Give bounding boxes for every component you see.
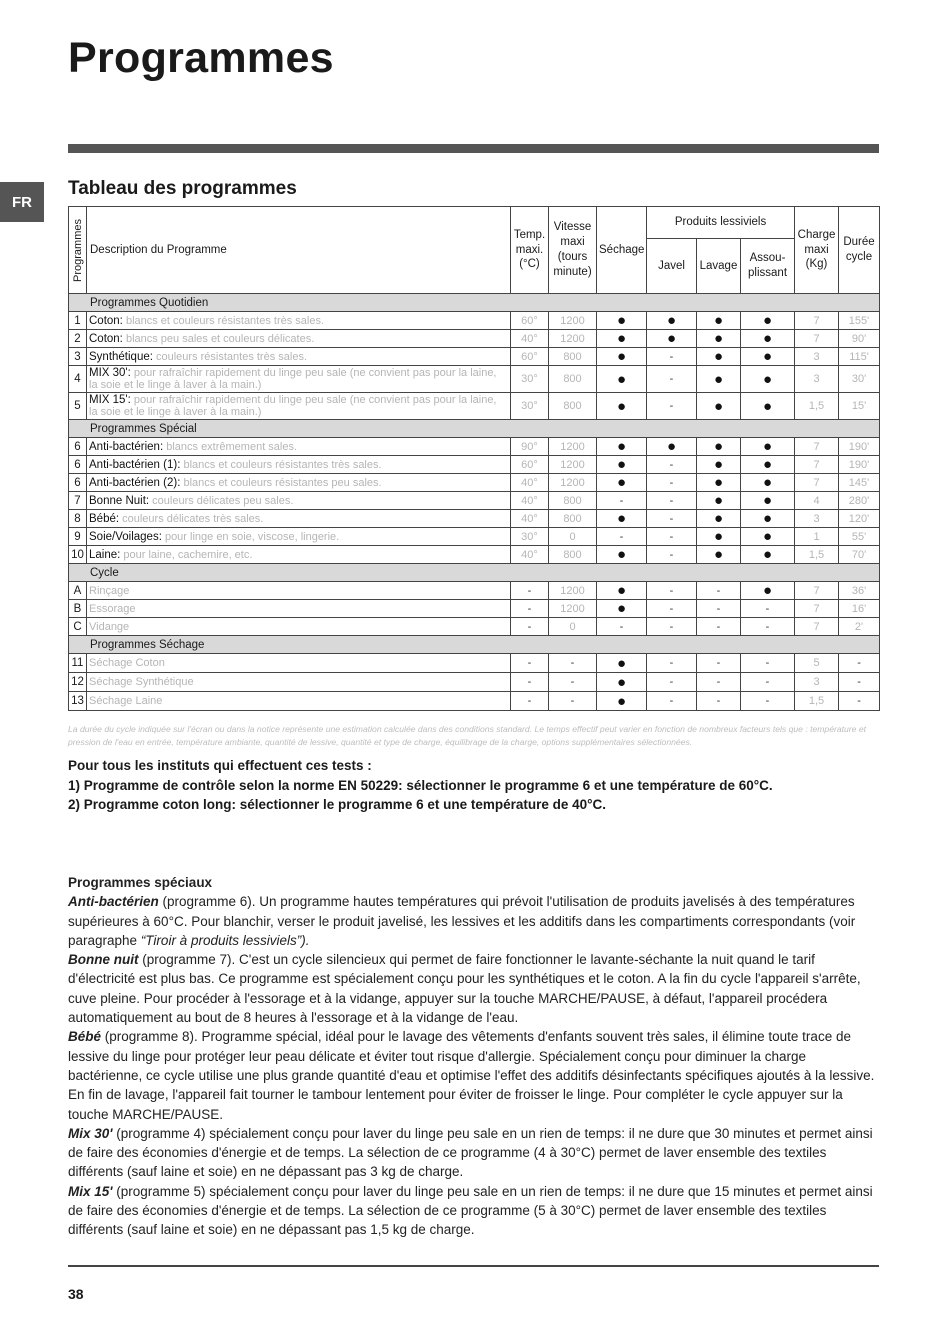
lavage-cell: ● xyxy=(697,474,741,492)
temp-cell: 40° xyxy=(511,492,549,510)
program-detail: pour laine, cachemire, etc. xyxy=(120,548,253,561)
program-detail: pour linge en soie, viscose, lingerie. xyxy=(161,530,340,543)
javel-cell: ● xyxy=(647,330,697,348)
sechage-cell: ● xyxy=(597,510,647,528)
sechage-cell: ● xyxy=(597,600,647,618)
temp-cell: - xyxy=(511,600,549,618)
assouplissant-cell: ● xyxy=(741,546,795,564)
program-number: 8 xyxy=(69,510,87,528)
assouplissant-cell: - xyxy=(741,673,795,692)
charge-cell: 1,5 xyxy=(795,546,839,564)
program-detail: pour rafraîchir rapidement du linge peu sale (ne convient pas pour la laine, la soie et le linge à laver à la main.) xyxy=(89,367,497,391)
program-detail: Vidange xyxy=(89,620,130,633)
duree-cell: 55' xyxy=(839,528,880,546)
sechage-cell: ● xyxy=(597,456,647,474)
temp-cell: 30° xyxy=(511,393,549,420)
temp-cell: - xyxy=(511,618,549,636)
charge-cell: 7 xyxy=(795,600,839,618)
assouplissant-cell: ● xyxy=(741,510,795,528)
table-row xyxy=(69,692,880,711)
duree-cell: - xyxy=(839,673,880,692)
program-detail: blancs et couleurs résistantes très sales. xyxy=(180,458,382,471)
header-description: Description du Programme xyxy=(87,207,511,294)
tests-line-2: 2) Programme coton long: sélectionner le programme 6 et une température de 40°C. xyxy=(68,797,607,812)
lavage-cell: ● xyxy=(697,438,741,456)
program-number: 13 xyxy=(69,692,87,711)
program-number: 7 xyxy=(69,492,87,510)
sechage-cell: ● xyxy=(597,348,647,366)
speed-cell: 1200 xyxy=(549,438,597,456)
temp-cell: 60° xyxy=(511,456,549,474)
temp-cell: - xyxy=(511,582,549,600)
group-header-row xyxy=(69,564,880,582)
javel-cell: ● xyxy=(647,438,697,456)
duree-cell: 145' xyxy=(839,474,880,492)
speed-cell: 800 xyxy=(549,393,597,420)
program-description xyxy=(87,600,511,618)
program-description xyxy=(87,692,511,711)
special-bonne-nuit: Bonne nuit (programme 7). C'est un cycle silencieux qui permet de faire fonctionner le lavante-séchante la nuit quand le tarif d'électricité est plus bas. Ce programme est spécialement conçu pour les synthétiques et le coton. A la fin du cycle l'appareil s'arrête, cuve pleine. Pour procéder à l'essorage et à la vidange, appuyer sur la touche MARCHE/PAUSE, à défaut, l'appareil procédera automatiquement au bout de 8 heures à l'essorage et à la vidange de l'eau. xyxy=(68,952,861,1026)
assouplissant-cell: ● xyxy=(741,528,795,546)
duree-cell: 90' xyxy=(839,330,880,348)
sechage-cell: - xyxy=(597,528,647,546)
speed-cell: 800 xyxy=(549,546,597,564)
lavage-cell: ● xyxy=(697,348,741,366)
special-mix-15: Mix 15' (programme 5) spécialement conçu pour laver du linge peu sale en un rien de temps: il ne dure que 15 minutes et permet ainsi de faire des économies d'énergie et de temps. La sélection de ce programme (5 à 30°C) permet de laver ensemble des textiles différents (sauf laine et soie) en ne dépassant pas 1,5 kg de charge. xyxy=(68,1183,873,1238)
program-detail: couleurs délicates très sales. xyxy=(119,512,264,525)
javel-cell: - xyxy=(647,673,697,692)
program-detail: Rinçage xyxy=(89,584,130,597)
footer-rule xyxy=(68,1265,879,1267)
speed-cell: 1200 xyxy=(549,456,597,474)
table-row xyxy=(69,348,880,366)
duree-cell: 16' xyxy=(839,600,880,618)
section-title: Tableau des programmes xyxy=(68,178,297,199)
assouplissant-cell: ● xyxy=(741,393,795,420)
program-description xyxy=(87,673,511,692)
program-description xyxy=(87,438,511,456)
duree-cell: 115' xyxy=(839,348,880,366)
program-description xyxy=(87,528,511,546)
lavage-cell: - xyxy=(697,654,741,673)
group-label: Programmes Quotidien xyxy=(69,294,880,312)
lavage-cell: - xyxy=(697,673,741,692)
temp-cell: 90° xyxy=(511,438,549,456)
sechage-cell: ● xyxy=(597,654,647,673)
table-row xyxy=(69,582,880,600)
program-description xyxy=(87,366,511,393)
assouplissant-cell: ● xyxy=(741,492,795,510)
program-number: 4 xyxy=(69,366,87,393)
program-description xyxy=(87,618,511,636)
program-name: Anti-bactérien: xyxy=(89,440,164,453)
temp-cell: 40° xyxy=(511,510,549,528)
program-detail: pour rafraîchir rapidement du linge peu sale (ne convient pas pour la laine, la soie et le linge à laver à la main.) xyxy=(89,394,497,418)
lavage-cell: ● xyxy=(697,366,741,393)
program-name: Bébé: xyxy=(89,512,120,525)
program-description xyxy=(87,510,511,528)
program-description xyxy=(87,546,511,564)
temp-cell: 40° xyxy=(511,330,549,348)
duree-cell: 190' xyxy=(839,438,880,456)
header-lavage: Lavage xyxy=(697,239,741,294)
special-bebe: Bébé (programme 8). Programme spécial, idéal pour le lavage des vêtements d'enfants souvent très sales, il élimine toute trace de lessive du linge pour protéger leur peau délicate et éviter tout risque d'allergie. Spécialement conçu pour diminuer la charge bactérienne, ce cycle utilise une plus grande quantité d'eau et optimise l'effet des additifs désinfectants spécifiques ajoutés à la lessive. xyxy=(68,1029,875,1083)
program-description xyxy=(87,654,511,673)
speed-cell: 1200 xyxy=(549,582,597,600)
program-number: 10 xyxy=(69,546,87,564)
program-name: Anti-bactérien (2): xyxy=(89,476,181,489)
charge-cell: 3 xyxy=(795,510,839,528)
program-number: 6 xyxy=(69,474,87,492)
duree-cell: - xyxy=(839,692,880,711)
program-number: 3 xyxy=(69,348,87,366)
lavage-cell: ● xyxy=(697,330,741,348)
program-description xyxy=(87,330,511,348)
program-name: Synthétique: xyxy=(89,350,153,363)
javel-cell: - xyxy=(647,510,697,528)
special-mix-30: Mix 30' (programme 4) spécialement conçu pour laver du linge peu sale en un rien de temps: il ne dure que 30 minutes et permet ainsi de faire des économies d'énergie et de temps. La sélection de ce programme (4 à 30°C) permet de laver ensemble des textiles différents (sauf laine et soie) en ne dépassant pas 3 kg de charge. xyxy=(68,1125,873,1180)
program-number: 5 xyxy=(69,393,87,420)
speed-cell: - xyxy=(549,654,597,673)
sechage-cell: ● xyxy=(597,692,647,711)
tests-heading: Pour tous les instituts qui effectuent ces tests : xyxy=(68,758,372,773)
lavage-cell: ● xyxy=(697,456,741,474)
speed-cell: 0 xyxy=(549,528,597,546)
duree-cell: 280' xyxy=(839,492,880,510)
charge-cell: 1,5 xyxy=(795,393,839,420)
program-detail: couleurs résistantes très sales. xyxy=(152,350,308,363)
lavage-cell: ● xyxy=(697,528,741,546)
javel-cell: - xyxy=(647,456,697,474)
table-row xyxy=(69,330,880,348)
duree-cell: 30' xyxy=(839,366,880,393)
speed-cell: 800 xyxy=(549,492,597,510)
program-number: C xyxy=(69,618,87,636)
group-header-row xyxy=(69,636,880,654)
program-name: Soie/Voilages: xyxy=(89,530,162,543)
javel-cell: - xyxy=(647,528,697,546)
assouplissant-cell: ● xyxy=(741,582,795,600)
duree-cell: 70' xyxy=(839,546,880,564)
header-assouplissant: Assou-plissant xyxy=(741,239,795,294)
temp-cell: 60° xyxy=(511,312,549,330)
duree-cell: 120' xyxy=(839,510,880,528)
program-number: 6 xyxy=(69,438,87,456)
table-row xyxy=(69,492,880,510)
speed-cell: 0 xyxy=(549,618,597,636)
speed-cell: 1200 xyxy=(549,312,597,330)
assouplissant-cell: - xyxy=(741,618,795,636)
table-row xyxy=(69,546,880,564)
header-produits: Produits lessiviels xyxy=(647,207,795,239)
program-name: MIX 15': xyxy=(89,394,131,406)
program-detail: Séchage Coton xyxy=(89,657,165,669)
temp-cell: - xyxy=(511,673,549,692)
program-number: A xyxy=(69,582,87,600)
table-row xyxy=(69,474,880,492)
assouplissant-cell: ● xyxy=(741,312,795,330)
temp-cell: 40° xyxy=(511,474,549,492)
speed-cell: 800 xyxy=(549,510,597,528)
header-charge: Charge maxi (Kg) xyxy=(795,207,839,294)
javel-cell: - xyxy=(647,582,697,600)
program-detail: Séchage Synthétique xyxy=(89,676,194,688)
temp-cell: 30° xyxy=(511,366,549,393)
charge-cell: 7 xyxy=(795,618,839,636)
lavage-cell: ● xyxy=(697,393,741,420)
special-programmes xyxy=(68,873,879,1240)
program-number: 1 xyxy=(69,312,87,330)
javel-cell: - xyxy=(647,348,697,366)
javel-cell: - xyxy=(647,393,697,420)
special-antibacterien: Anti-bactérien (programme 6). Un programme hautes températures qui prévoit l'utilisation de produits javelisés à des températures supérieures à 60°C. Pour blanchir, verser le produit javelisé, les lessives et les additifs dans les compartiments correspondants (voir paragraphe “Tiroir à produits lessiviels”). xyxy=(68,894,856,948)
sechage-cell: ● xyxy=(597,582,647,600)
group-header-row xyxy=(69,294,880,312)
program-name: Anti-bactérien (1): xyxy=(89,458,181,471)
program-description xyxy=(87,312,511,330)
group-label: Programmes Spécial xyxy=(69,420,880,438)
program-name: Laine: xyxy=(89,548,121,561)
table-row xyxy=(69,654,880,673)
program-description xyxy=(87,393,511,420)
charge-cell: 3 xyxy=(795,366,839,393)
language-tab: FR xyxy=(0,182,44,222)
sechage-cell: ● xyxy=(597,366,647,393)
header-vitesse: Vitesse maxi (tours minute) xyxy=(549,207,597,294)
charge-cell: 1,5 xyxy=(795,692,839,711)
group-label: Programmes Séchage xyxy=(69,636,880,654)
page-title: Programmes xyxy=(68,34,334,82)
lavage-cell: ● xyxy=(697,546,741,564)
lavage-cell: ● xyxy=(697,492,741,510)
table-row xyxy=(69,510,880,528)
program-number: 12 xyxy=(69,673,87,692)
assouplissant-cell: ● xyxy=(741,456,795,474)
temp-cell: 40° xyxy=(511,546,549,564)
assouplissant-cell: ● xyxy=(741,366,795,393)
tests-block xyxy=(68,756,879,815)
program-name: Coton: xyxy=(89,332,123,345)
programmes-table xyxy=(68,206,880,711)
page-number: 38 xyxy=(68,1286,84,1302)
program-detail: blancs et couleurs résistantes très sales. xyxy=(122,314,325,327)
javel-cell: - xyxy=(647,366,697,393)
duree-cell: 2' xyxy=(839,618,880,636)
charge-cell: 3 xyxy=(795,348,839,366)
lavage-cell: - xyxy=(697,618,741,636)
temp-cell: 60° xyxy=(511,348,549,366)
speed-cell: - xyxy=(549,692,597,711)
lavage-cell: ● xyxy=(697,312,741,330)
program-description xyxy=(87,492,511,510)
charge-cell: 7 xyxy=(795,582,839,600)
charge-cell: 7 xyxy=(795,438,839,456)
special-fin-lavage: En fin de lavage, l'appareil fait tourner le tambour lentement pour éviter de froisser le linge. Pour compléter le cycle appuyer sur la touche MARCHE/PAUSE. xyxy=(68,1087,843,1122)
sechage-cell: ● xyxy=(597,393,647,420)
table-row xyxy=(69,600,880,618)
table-row xyxy=(69,312,880,330)
duree-cell: - xyxy=(839,654,880,673)
lavage-cell: ● xyxy=(697,510,741,528)
duree-cell: 36' xyxy=(839,582,880,600)
program-detail: blancs et couleurs résistantes peu sales. xyxy=(180,476,382,489)
program-detail: blancs extrêmement sales. xyxy=(163,440,298,453)
speed-cell: 1200 xyxy=(549,474,597,492)
duree-cell: 155' xyxy=(839,312,880,330)
javel-cell: - xyxy=(647,492,697,510)
sechage-cell: ● xyxy=(597,330,647,348)
sechage-cell: - xyxy=(597,618,647,636)
charge-cell: 7 xyxy=(795,330,839,348)
program-description xyxy=(87,456,511,474)
program-description xyxy=(87,474,511,492)
assouplissant-cell: ● xyxy=(741,348,795,366)
duree-cell: 190' xyxy=(839,456,880,474)
special-heading: Programmes spéciaux xyxy=(68,875,213,890)
header-javel: Javel xyxy=(647,239,697,294)
sechage-cell: ● xyxy=(597,474,647,492)
charge-cell: 7 xyxy=(795,312,839,330)
speed-cell: 1200 xyxy=(549,600,597,618)
program-description xyxy=(87,348,511,366)
table-row xyxy=(69,673,880,692)
program-number: 11 xyxy=(69,654,87,673)
charge-cell: 7 xyxy=(795,474,839,492)
tests-line-1: 1) Programme de contrôle selon la norme EN 50229: sélectionner le programme 6 et une température de 60°C. xyxy=(68,777,773,793)
table-row xyxy=(69,393,880,420)
sechage-cell: ● xyxy=(597,438,647,456)
program-detail: couleurs délicates peu sales. xyxy=(149,494,294,507)
table-row xyxy=(69,456,880,474)
assouplissant-cell: ● xyxy=(741,438,795,456)
program-description xyxy=(87,582,511,600)
javel-cell: ● xyxy=(647,312,697,330)
program-name: Coton: xyxy=(89,314,123,327)
assouplissant-cell: ● xyxy=(741,474,795,492)
javel-cell: - xyxy=(647,474,697,492)
temp-cell: 30° xyxy=(511,528,549,546)
program-name: MIX 30': xyxy=(89,367,131,379)
charge-cell: 5 xyxy=(795,654,839,673)
program-number: 9 xyxy=(69,528,87,546)
speed-cell: 800 xyxy=(549,348,597,366)
assouplissant-cell: - xyxy=(741,600,795,618)
temp-cell: - xyxy=(511,654,549,673)
speed-cell: - xyxy=(549,673,597,692)
charge-cell: 4 xyxy=(795,492,839,510)
charge-cell: 7 xyxy=(795,456,839,474)
program-detail: Séchage Laine xyxy=(89,695,163,707)
sechage-cell: ● xyxy=(597,673,647,692)
javel-cell: - xyxy=(647,618,697,636)
table-row xyxy=(69,618,880,636)
sechage-cell: - xyxy=(597,492,647,510)
table-row xyxy=(69,366,880,393)
javel-cell: - xyxy=(647,692,697,711)
program-name: Bonne Nuit: xyxy=(89,494,150,507)
header-sechage: Séchage xyxy=(597,207,647,294)
speed-cell: 800 xyxy=(549,366,597,393)
table-row xyxy=(69,438,880,456)
lavage-cell: - xyxy=(697,692,741,711)
duree-cell: 15' xyxy=(839,393,880,420)
charge-cell: 3 xyxy=(795,673,839,692)
group-label: Cycle xyxy=(69,564,880,582)
program-number: 2 xyxy=(69,330,87,348)
sechage-cell: ● xyxy=(597,546,647,564)
assouplissant-cell: - xyxy=(741,692,795,711)
header-duree: Durée cycle xyxy=(839,207,880,294)
table-row xyxy=(69,528,880,546)
temp-cell: - xyxy=(511,692,549,711)
table-footnote: La durée du cycle indiquée sur l'écran ou dans la notice représente une estimation calculée dans des conditions standard. Le temps effectif peut varier en fonction de nombreux facteurs tels que : température et pression de l'eau en entrée, température ambiante, quantité de lessive, quantité et type de charge, équilibrage de la charge, options supplémentaires sélectionnées. xyxy=(68,724,866,747)
charge-cell: 1 xyxy=(795,528,839,546)
speed-cell: 1200 xyxy=(549,330,597,348)
lavage-cell: - xyxy=(697,600,741,618)
program-number: B xyxy=(69,600,87,618)
javel-cell: - xyxy=(647,654,697,673)
assouplissant-cell: - xyxy=(741,654,795,673)
header-programmes: Programmes xyxy=(69,207,87,294)
program-detail: Essorage xyxy=(89,602,136,615)
header-temp: Temp. maxi. (°C) xyxy=(511,207,549,294)
assouplissant-cell: ● xyxy=(741,330,795,348)
sechage-cell: ● xyxy=(597,312,647,330)
program-number: 6 xyxy=(69,456,87,474)
lavage-cell: - xyxy=(697,582,741,600)
javel-cell: - xyxy=(647,546,697,564)
group-header-row xyxy=(69,420,880,438)
javel-cell: - xyxy=(647,600,697,618)
title-rule xyxy=(68,144,879,153)
program-detail: blancs peu sales et couleurs délicates. xyxy=(122,332,315,345)
